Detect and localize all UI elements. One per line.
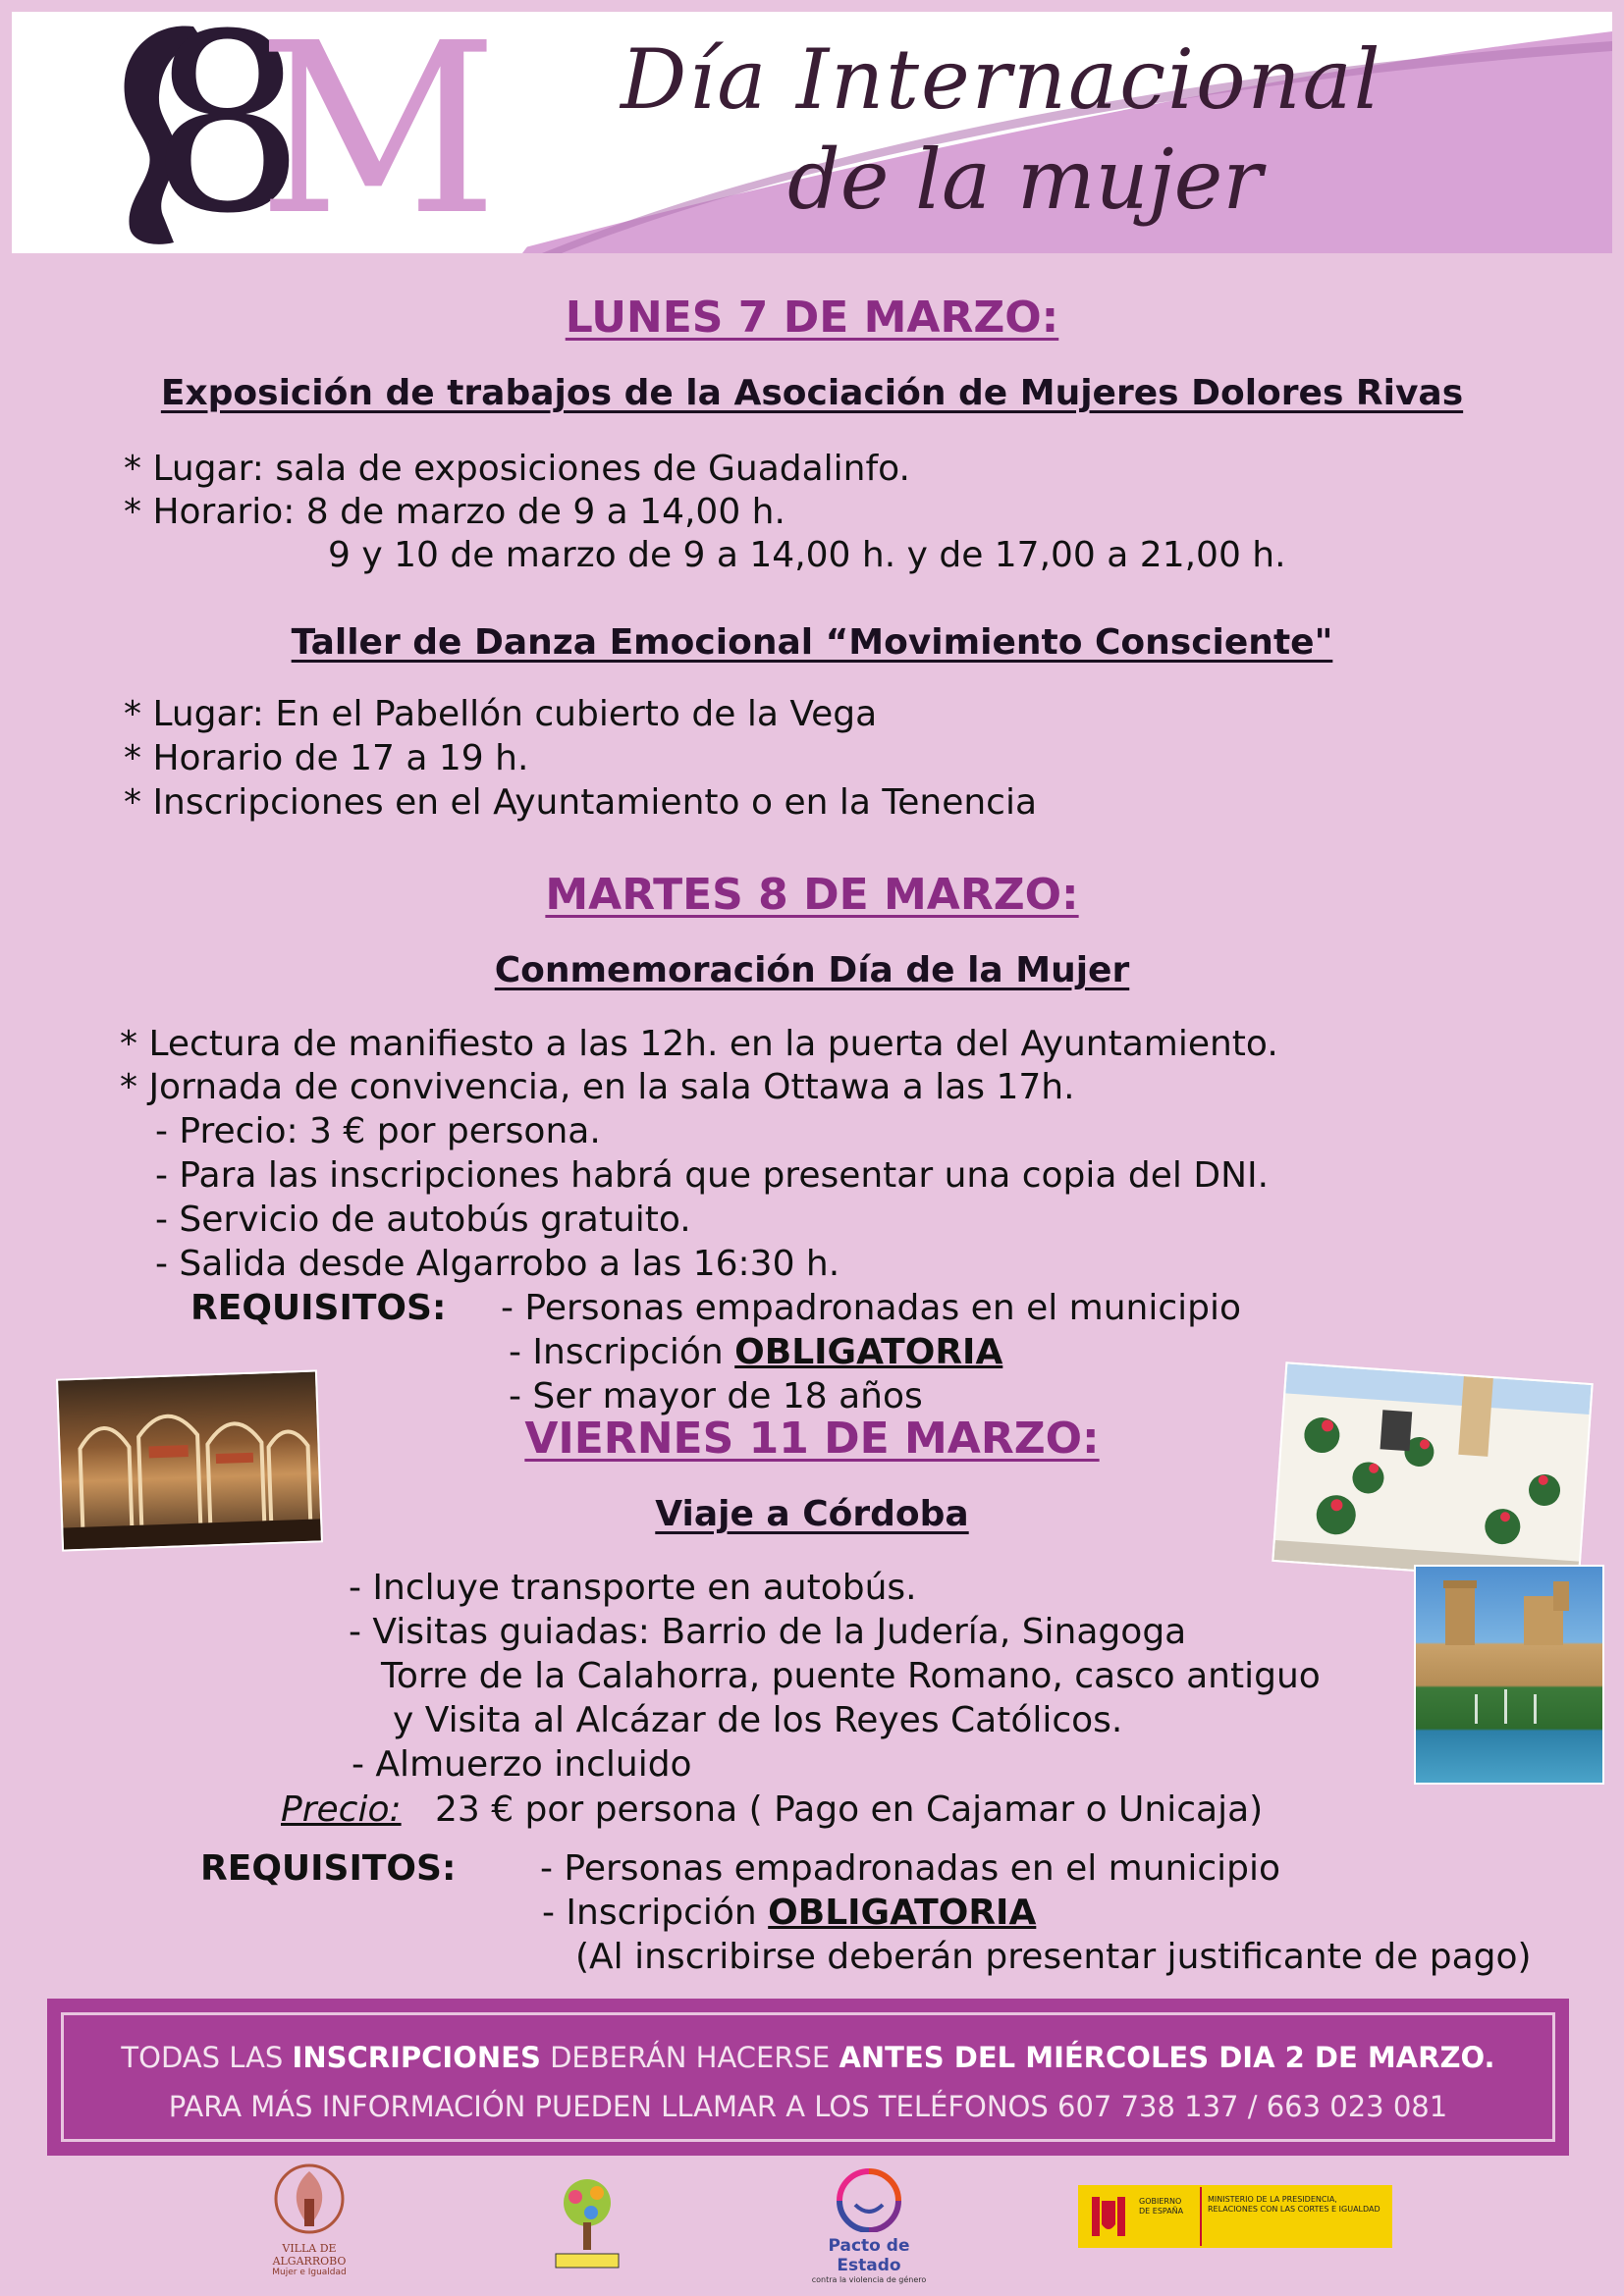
event-line: 9 y 10 de marzo de 9 a 14,00 h. y de 17,00 a 21,00 h. xyxy=(328,535,1286,575)
event-line: * Jornada de convivencia, en la sala Ottawa a las 17h. xyxy=(120,1067,1075,1107)
header-title-line1: Día Internacional xyxy=(621,31,1382,128)
day-heading-tuesday: MARTES 8 DE MARZO: xyxy=(545,870,1079,920)
footer-line-phones: PARA MÁS INFORMACIÓN PUEDEN LLAMAR A LOS TELÉFONOS 607 738 137 / 663 023 081 xyxy=(168,2090,1448,2123)
event-line: * Lugar: sala de exposiciones de Guadalinfo. xyxy=(124,449,910,489)
event-line: - Incluye transporte en autobús. xyxy=(349,1568,917,1608)
event-line: - Precio: 3 € por persona. xyxy=(155,1111,601,1151)
requirement-item xyxy=(542,1892,1036,1935)
asociacion-tree-icon xyxy=(552,2169,623,2271)
asociacion-logo xyxy=(552,2169,623,2271)
alcazar-photo xyxy=(1414,1565,1604,1785)
price-text: 23 € por persona ( Pago en Cajamar o Unicaja) xyxy=(434,1789,1264,1830)
villa-algarrobo-logo: VILLA DE ALGARROBO Mujer e Igualdad xyxy=(265,2160,353,2269)
coat-of-arms-icon xyxy=(1084,2191,1133,2242)
event-title-taller: Taller de Danza Emocional “Movimiento Consciente" xyxy=(291,622,1333,663)
pacto-estado-logo: Pacto de Estado contra la violencia de género xyxy=(800,2163,938,2271)
obligatoria-label: OBLIGATORIA xyxy=(734,1332,1003,1372)
requirements-label: REQUISITOS: xyxy=(190,1288,447,1328)
event-line: * Lectura de manifiesto a las 12h. en la puerta del Ayuntamiento. xyxy=(120,1024,1278,1064)
event-line: * Inscripciones en el Ayuntamiento o en la Tenencia xyxy=(124,782,1038,823)
requirement-prefix: - Inscripción xyxy=(542,1893,757,1933)
event-line: - Salida desde Algarrobo a las 16:30 h. xyxy=(155,1244,840,1284)
event-line: Torre de la Calahorra, puente Romano, casco antiguo xyxy=(381,1656,1321,1696)
logo-number: 8 xyxy=(149,12,306,253)
event-line: * Lugar: En el Pabellón cubierto de la Vega xyxy=(124,694,878,734)
event-line: * Horario de 17 a 19 h. xyxy=(124,738,529,778)
footer-line-deadline: TODAS LAS INSCRIPCIONES DEBERÁN HACERSE ANTES DEL MIÉRCOLES DIA 2 DE MARZO. xyxy=(121,2041,1495,2074)
obligatoria-label: OBLIGATORIA xyxy=(768,1893,1037,1933)
event-line: - Servicio de autobús gratuito. xyxy=(155,1200,691,1240)
pacto-estado-circle-icon xyxy=(800,2163,938,2232)
header-banner xyxy=(12,12,1612,253)
requirement-item xyxy=(509,1331,1002,1374)
requirement-item: - Personas empadronadas en el municipio xyxy=(501,1288,1242,1328)
event-line: * Horario: 8 de marzo de 9 a 14,00 h. xyxy=(124,492,785,532)
price-label: Precio: xyxy=(281,1789,402,1830)
event-title-viaje-cordoba: Viaje a Córdoba xyxy=(655,1494,969,1534)
event-line: y Visita al Alcázar de los Reyes Católicos. xyxy=(393,1700,1123,1740)
event-title-exposicion: Exposición de trabajos de la Asociación de Mujeres Dolores Rivas xyxy=(160,373,1464,413)
day-heading-monday: LUNES 7 DE MARZO: xyxy=(565,293,1059,343)
villa-algarrobo-emblem-icon xyxy=(265,2160,353,2238)
event-title-conmemoracion: Conmemoración Día de la Mujer xyxy=(494,950,1130,990)
logo-divider xyxy=(1200,2187,1202,2246)
requirement-item: - Personas empadronadas en el municipio xyxy=(540,1848,1281,1889)
logo-letter: M xyxy=(257,12,499,253)
day-heading-friday: VIERNES 11 DE MARZO: xyxy=(524,1414,1100,1464)
requirement-note: (Al inscribirse deberán presentar justificante de pago) xyxy=(575,1937,1532,1977)
requirements-label: REQUISITOS: xyxy=(200,1848,457,1889)
header-title-line2: de la mujer xyxy=(787,132,1263,228)
price-line xyxy=(281,1789,1263,1832)
event-line: - Almuerzo incluido xyxy=(352,1744,692,1785)
gobierno-espana-logo: GOBIERNO DE ESPAÑA MINISTERIO DE LA PRESIDENCIA, RELACIONES CON LAS CORTES E IGUALDAD xyxy=(1078,2185,1392,2248)
requirement-item: - Ser mayor de 18 años xyxy=(509,1376,923,1416)
requirement-prefix: - Inscripción xyxy=(509,1332,724,1372)
event-line: - Para las inscripciones habrá que presentar una copia del DNI. xyxy=(155,1155,1270,1196)
footer-info-box xyxy=(47,1999,1569,2156)
event-line: - Visitas guiadas: Barrio de la Judería, Sinagoga xyxy=(349,1612,1187,1652)
patio-flores-photo xyxy=(1272,1362,1593,1582)
